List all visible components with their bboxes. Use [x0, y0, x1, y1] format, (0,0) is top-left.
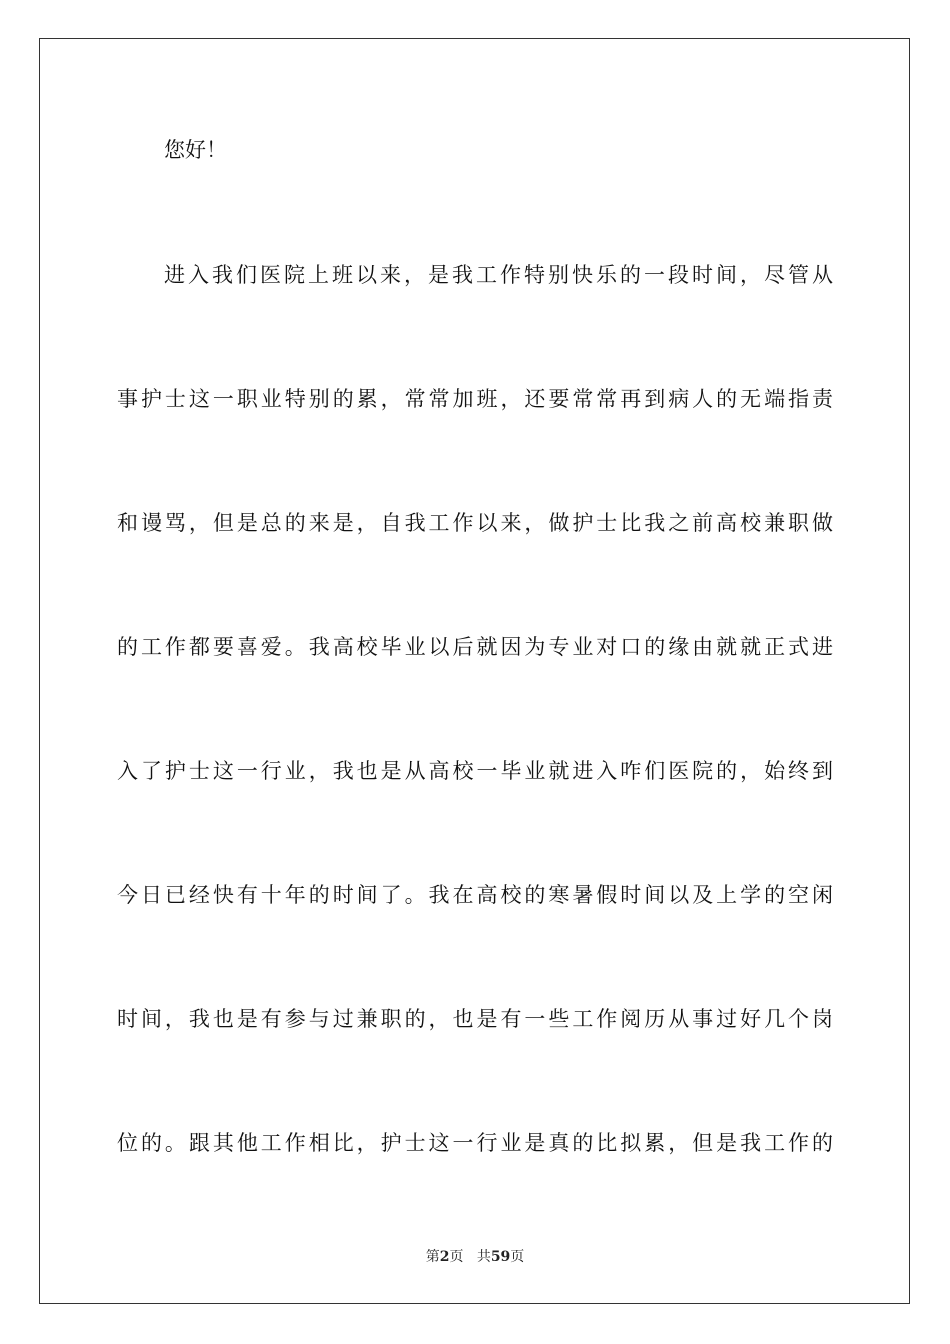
body-line-5: 入了护士这一行业，我也是从高校一毕业就进入咋们医院的，始终到 — [117, 759, 833, 783]
footer-page-prefix: 第 — [425, 1249, 440, 1265]
footer-total-prefix: 共 — [476, 1249, 491, 1265]
body-line-2: 事护士这一职业特别的累，常常加班，还要常常再到病人的无端指责 — [117, 387, 833, 411]
body-line-1: 进入我们医院上班以来，是我工作特别快乐的一段时间，尽管从 — [164, 263, 833, 287]
body-line-7: 时间，我也是有参与过兼职的，也是有一些工作阅历从事过好几个岗 — [117, 1007, 833, 1031]
page-footer — [0, 1248, 950, 1266]
body-line-6: 今日已经快有十年的时间了。我在高校的寒暑假时间以及上学的空闲 — [117, 883, 833, 907]
footer-page-suffix: 页 — [449, 1249, 464, 1265]
footer-total-suffix: 页 — [510, 1249, 525, 1265]
body-line-8: 位的。跟其他工作相比，护士这一行业是真的比拟累，但是我工作的 — [117, 1131, 833, 1155]
greeting-line: 您好！ — [164, 138, 227, 162]
page-border — [39, 38, 910, 1304]
body-line-4: 的工作都要喜爱。我高校毕业以后就因为专业对口的缘由就就正式进 — [117, 635, 833, 659]
footer-total-pages: 59 — [490, 1249, 511, 1265]
footer-page-number: 2 — [439, 1249, 450, 1265]
body-line-3: 和谩骂，但是总的来是，自我工作以来，做护士比我之前高校兼职做 — [117, 511, 833, 535]
